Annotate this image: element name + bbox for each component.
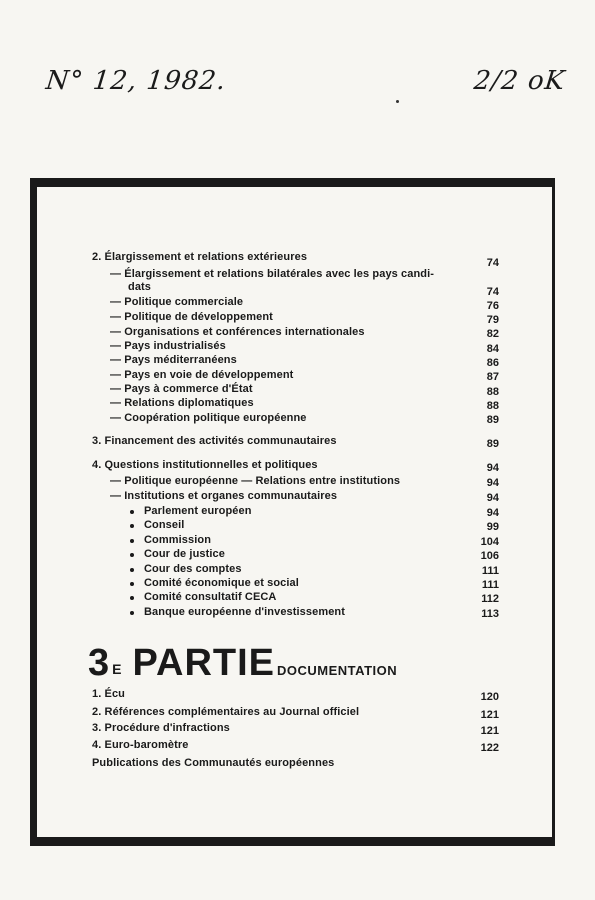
part-3-heading — [88, 643, 397, 691]
toc-entry-page: 89 — [486, 414, 499, 426]
toc-bullet-label: Cour de justice — [144, 548, 225, 560]
toc-entry-label: — Coopération politique européenne — [110, 412, 307, 424]
toc-entry-page: 86 — [486, 357, 499, 369]
bullet-icon — [130, 553, 134, 557]
toc-entry-page: 111 — [481, 579, 499, 591]
toc-entry-label: — Politique de développement — [110, 311, 273, 323]
toc-entry-label: — Pays méditerranéens — [110, 354, 237, 366]
toc-entry-label: — Pays en voie de développement — [110, 369, 294, 381]
handwritten-check-note: 2/2 oK — [472, 66, 567, 96]
toc-entry-page: 113 — [481, 608, 499, 620]
toc-entry-page: 94 — [486, 507, 499, 519]
bullet-icon — [130, 582, 134, 586]
toc-entry-label: 2. Références complémentaires au Journal officiel — [92, 706, 360, 718]
toc-entry-page: 122 — [480, 742, 499, 754]
part-number-suffix: E — [112, 661, 123, 677]
section-3-title: 3. Financement des activités communautaires — [92, 435, 337, 447]
bullet-icon — [130, 611, 134, 615]
toc-entry-page: 94 — [486, 477, 499, 489]
toc-entry-label: — Politique européenne — Relations entre institutions — [110, 475, 401, 487]
toc-entry-page: 76 — [486, 300, 499, 312]
bullet-icon — [130, 539, 134, 543]
toc-entry-page: 121 — [480, 709, 499, 721]
bullet-icon — [130, 510, 134, 514]
part-subtitle: DOCUMENTATION — [277, 663, 398, 678]
section-2-page: 74 — [486, 257, 499, 269]
toc-entry-label: — Pays à commerce d'État — [110, 383, 253, 395]
toc-entry-page: 120 — [480, 691, 499, 703]
toc-entry-page: 111 — [481, 565, 499, 577]
handwritten-issue-note: N° 12, 1982. — [44, 66, 228, 96]
part-number: 3 — [88, 642, 111, 684]
section-4-title: 4. Questions institutionnelles et politiques — [92, 459, 318, 471]
toc-entry-page: 79 — [486, 314, 499, 326]
toc-bullet-label: Comité économique et social — [144, 577, 299, 589]
section-4-page: 94 — [486, 462, 499, 474]
part-title: PARTIE — [132, 642, 276, 684]
toc-entry-label: — Élargissement et relations bilatérales avec les pays candi- — [110, 268, 435, 280]
toc-entry-page: 106 — [480, 550, 499, 562]
toc-bullet-label: Conseil — [144, 519, 185, 531]
toc-bullet-label: Banque européenne d'investissement — [144, 606, 346, 618]
toc-bullet-label: Cour des comptes — [144, 563, 242, 575]
toc-entry-page: 94 — [486, 492, 499, 504]
toc-entry-page: 88 — [486, 400, 499, 412]
bullet-icon — [130, 596, 134, 600]
toc-bullet-label: Commission — [144, 534, 212, 546]
ink-speck — [396, 100, 399, 103]
toc-entry-page: 84 — [486, 343, 499, 355]
publications-footer: Publications des Communautés européennes — [92, 757, 335, 769]
toc-entry-label: 3. Procédure d'infractions — [92, 722, 230, 734]
toc-entry-label: — Pays industrialisés — [110, 340, 226, 352]
bullet-icon — [130, 568, 134, 572]
toc-entry-label: — Institutions et organes communautaires — [110, 490, 338, 502]
toc-entry-label: 1. Écu — [92, 688, 126, 700]
toc-entry-label: — Relations diplomatiques — [110, 397, 254, 409]
toc-entry-page: 104 — [480, 536, 499, 548]
bullet-icon — [130, 524, 134, 528]
section-3-page: 89 — [486, 438, 499, 450]
toc-entry-page: 74 — [486, 286, 499, 298]
toc-entry-page: 99 — [486, 521, 499, 533]
toc-entry-page: 121 — [480, 725, 499, 737]
toc-entry-page: 88 — [486, 386, 499, 398]
toc-entry-page: 112 — [481, 593, 499, 605]
toc-entry-label: — Politique commerciale — [110, 296, 244, 308]
toc-entry-page: 82 — [486, 328, 499, 340]
toc-entry-continuation: dats — [128, 281, 152, 293]
toc-entry-label: 4. Euro-baromètre — [92, 739, 189, 751]
toc-bullet-label: Comité consultatif CECA — [144, 591, 277, 603]
toc-bullet-label: Parlement européen — [144, 505, 252, 517]
toc-entry-label: — Organisations et conférences internationales — [110, 326, 365, 338]
toc-entry-page: 87 — [486, 371, 499, 383]
section-2-title: 2. Élargissement et relations extérieures — [92, 251, 308, 263]
